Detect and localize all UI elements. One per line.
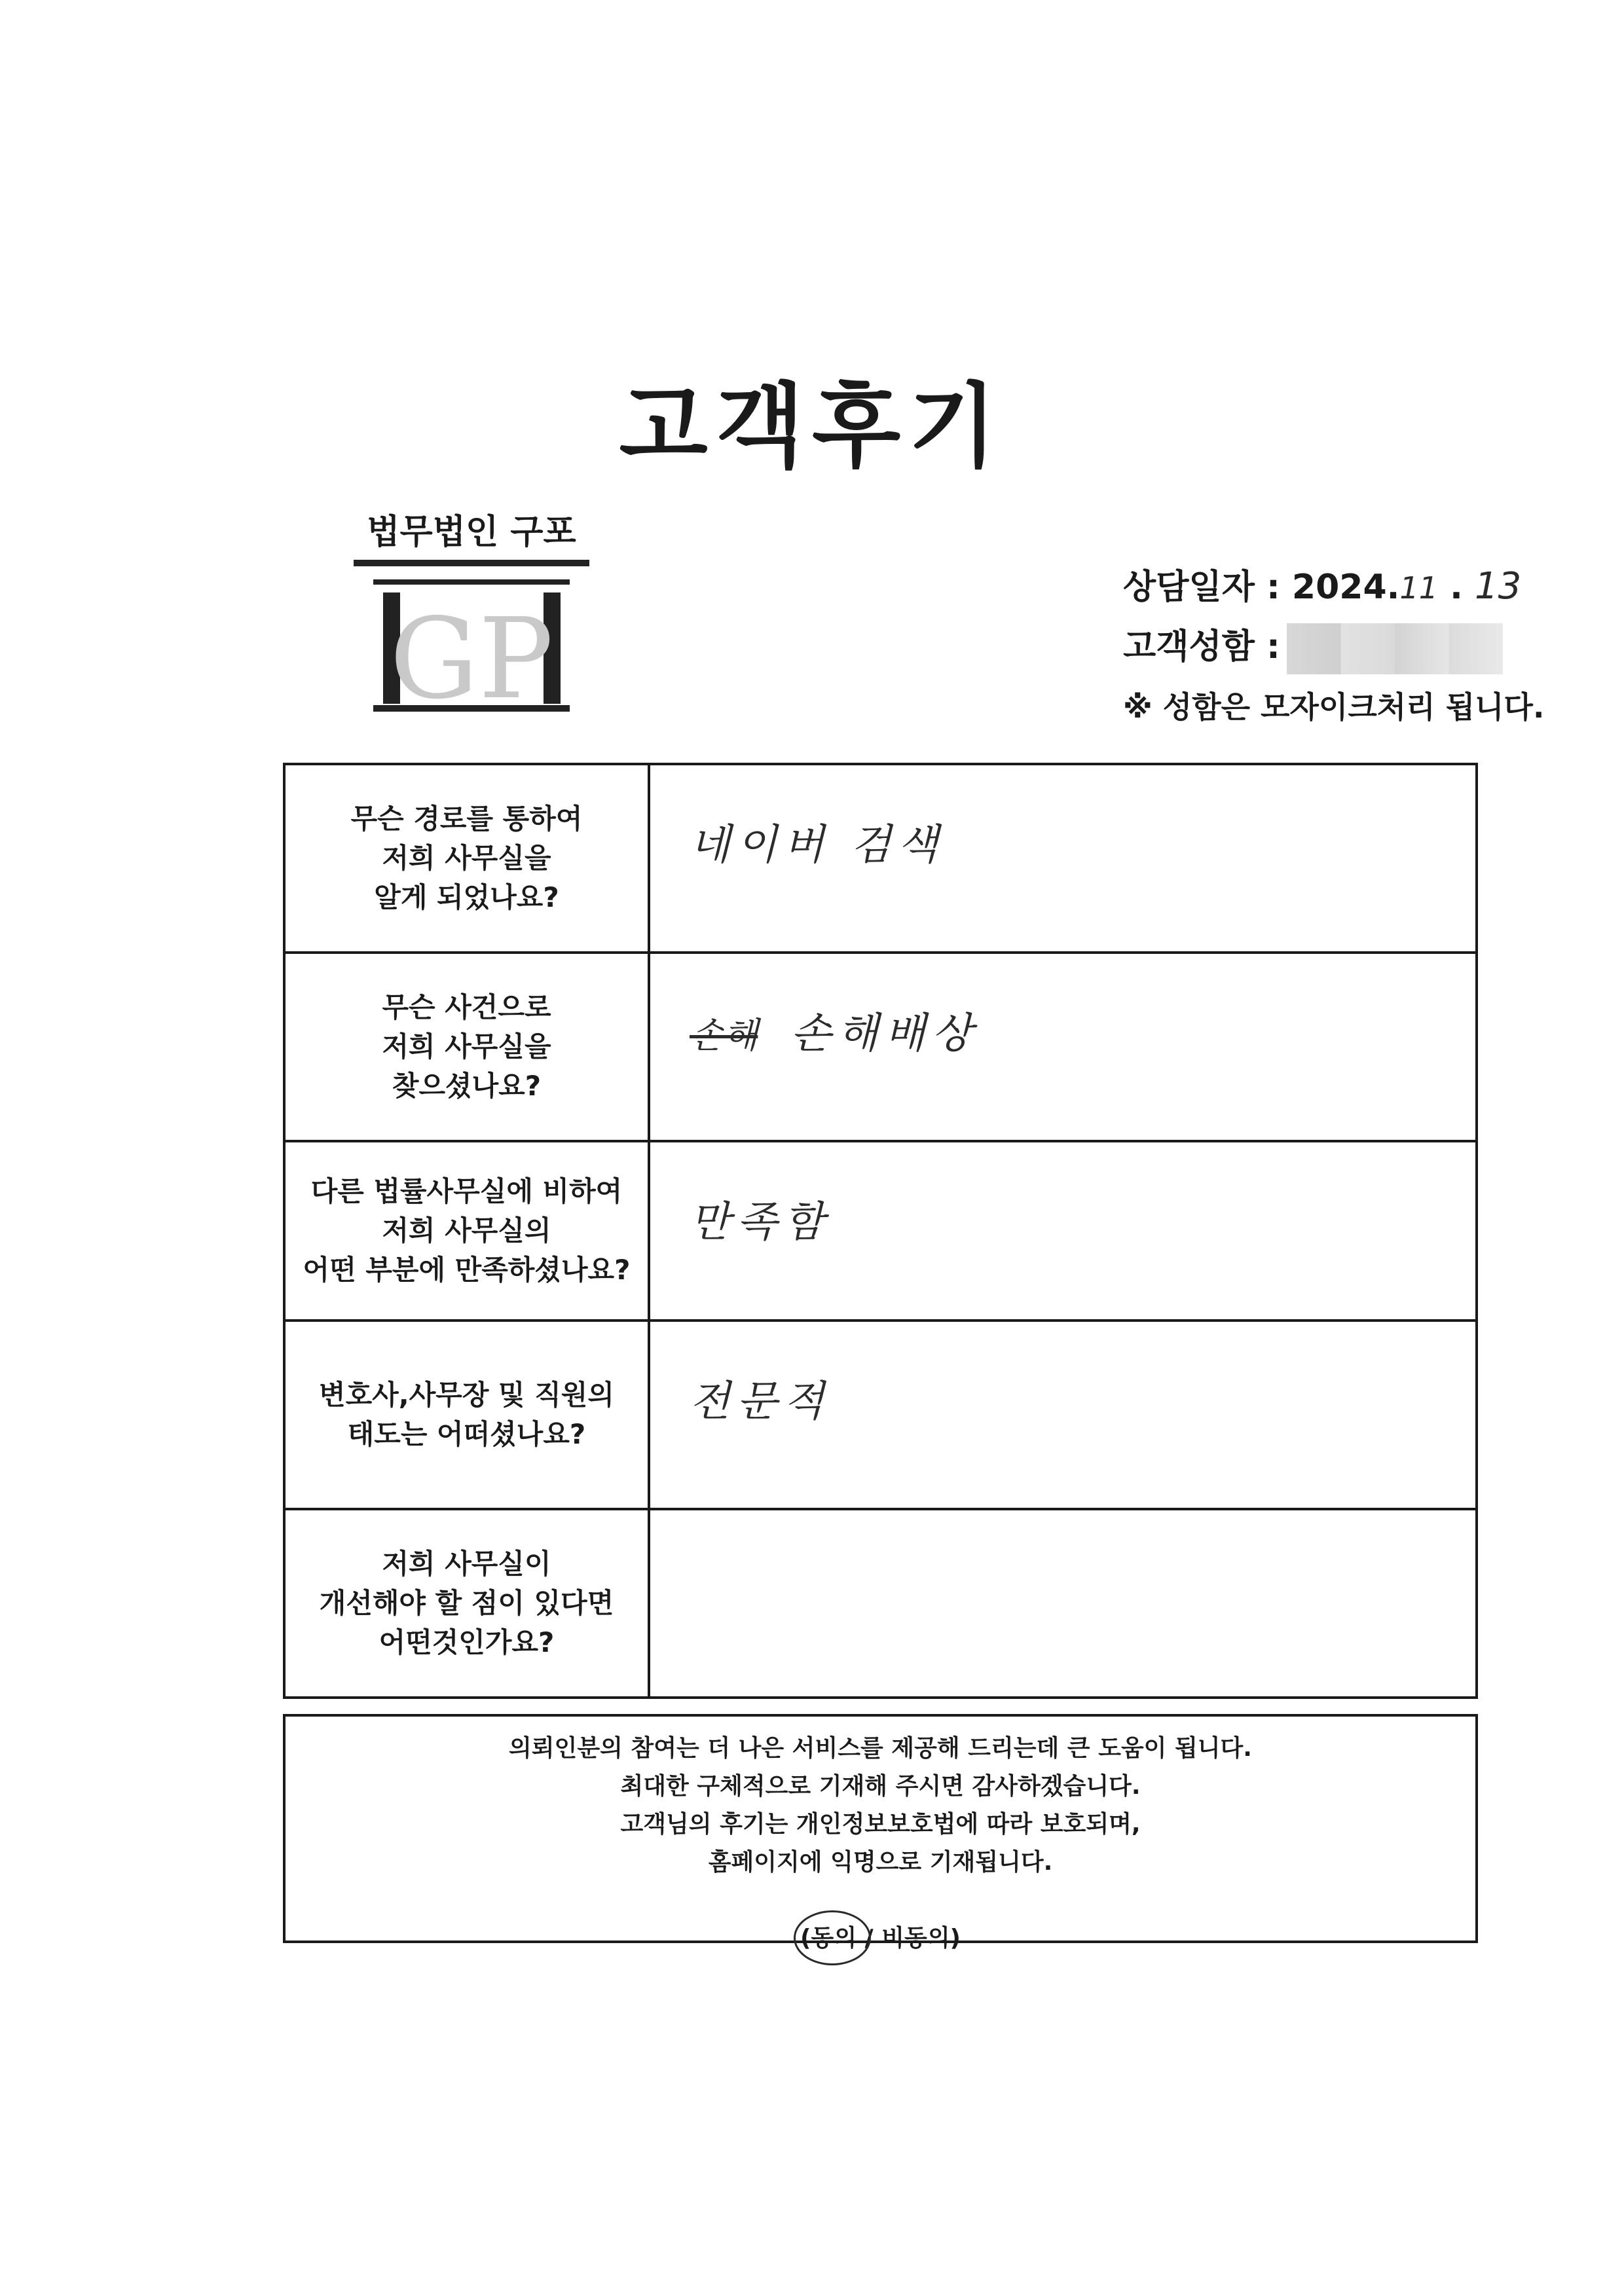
- question-cell: 다른 법률사무실에 비하여 저희 사무실의 어떤 부분에 만족하셨나요?: [284, 1141, 649, 1321]
- name-mosaic: [1287, 623, 1503, 674]
- customer-name-label: 고객성함 :: [1123, 627, 1280, 666]
- consent-line: 의뢰인분의 참여는 더 나은 서비스를 제공해 드리는데 큰 도움이 됩니다.: [509, 1735, 1252, 1762]
- meta-info: [1123, 556, 1544, 737]
- table-row: [284, 1321, 1477, 1509]
- consent-line: 홈페이지에 익명으로 기재됩니다.: [708, 1849, 1053, 1876]
- question-cell: 저희 사무실이 개선해야 할 점이 있다면 어떤것인가요?: [284, 1509, 649, 1698]
- review-table: [283, 763, 1478, 1699]
- question-cell: 무슨 사건으로 저희 사무실을 찾으셨나요?: [284, 953, 649, 1141]
- answer-cell[interactable]: [649, 764, 1477, 953]
- firm-name: 법무법인 구포: [367, 513, 576, 552]
- answer-cell[interactable]: [649, 1141, 1477, 1321]
- consent-choice: [800, 1920, 961, 1958]
- answer-text: 전문적: [690, 1377, 831, 1426]
- struck-text: 손해: [690, 1015, 758, 1056]
- date-month: 11: [1399, 570, 1438, 606]
- consent-separator: /: [864, 1925, 874, 1952]
- consent-box: [283, 1714, 1478, 1952]
- answer-cell[interactable]: [649, 1321, 1477, 1509]
- agree-circle-mark: [794, 1910, 871, 1965]
- page-title: 고객후기: [619, 374, 1005, 481]
- table-row: [284, 764, 1477, 953]
- answer-text: 네이버 검색: [690, 821, 945, 869]
- consult-date-label: 상담일자 : 2024.: [1123, 568, 1400, 607]
- answer-cell[interactable]: [649, 1509, 1477, 1698]
- mosaic-note: ※ 성함은 모자이크처리 됩니다.: [1123, 689, 1545, 725]
- table-row: [284, 953, 1477, 1141]
- answer-text: 손해배상: [790, 1010, 979, 1058]
- customer-name-row: [1123, 617, 1544, 677]
- consent-line: 최대한 구체적으로 기재해 주시면 감사하겠습니다.: [620, 1773, 1141, 1800]
- table-row: [284, 1141, 1477, 1321]
- question-cell: 무슨 경로를 통하여 저희 사무실을 알게 되었나요?: [284, 764, 649, 953]
- answer-cell[interactable]: [649, 953, 1477, 1141]
- agree-option[interactable]: (동의: [800, 1925, 857, 1952]
- logo-letters: GP: [389, 594, 554, 717]
- answer-text: 만족함: [690, 1198, 831, 1247]
- table-row: [284, 1509, 1477, 1698]
- gp-logo-mark: [347, 560, 596, 717]
- consent-line: 고객님의 후기는 개인정보보호법에 따라 보호되며,: [620, 1811, 1141, 1838]
- disagree-option[interactable]: 비동의): [881, 1925, 961, 1952]
- question-cell: 변호사,사무장 및 직원의 태도는 어떠셨나요?: [284, 1321, 649, 1509]
- consult-date-row: 상담일자 : 2024.11 . 13: [1123, 565, 1522, 608]
- date-day: 13: [1474, 565, 1522, 608]
- firm-logo: [347, 504, 596, 717]
